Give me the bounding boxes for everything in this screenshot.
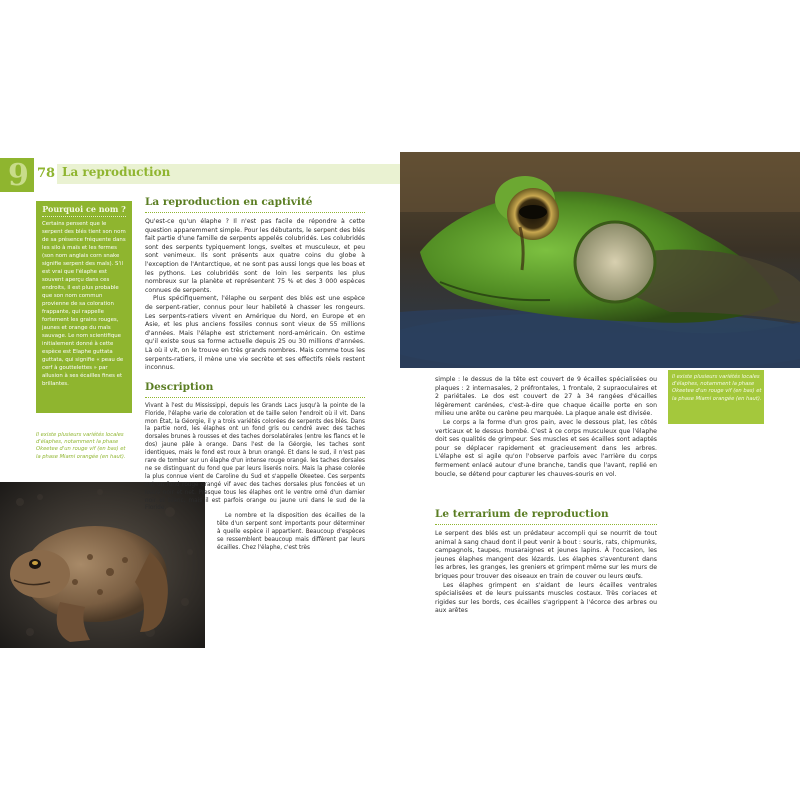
- caption-right-text: Il existe plusieurs variétés locales d'élaphes, notamment la phase Okeetee d'un rouge vif (en bas) et la phase Miami orangée (en haut).: [672, 374, 762, 402]
- section-heading-captivite: La reproduction en captivité: [145, 196, 313, 208]
- paragraph: Le corps a la forme d'un gros pain, avec le dessous plat, les côtés verticaux et le dessus bombé. C'est à ce corps musculeux que l'élaphe doit ses qualités de grimpeur. Ses muscles et ses écailles sont adaptés pour se déplacer rapidement et gracieusement dans les arbres. L'élaphe est si agile qu'on l'observe parfois avec l'arrière du corps fermement enlacé autour d'une branche, tandis que l'avant, replié en boucle, se détend pour capturer les chauves-souris en vol.: [435, 418, 657, 478]
- sidebar-divider: [42, 216, 126, 217]
- frog-photo: [400, 152, 800, 368]
- paragraph: Qu'est-ce qu'un élaphe ? Il n'est pas facile de répondre à cette question apparemment simple. Pour les débutants, le serpent des blés fait partie d'une famille de serpents appelés colubridés. Les colubridés sont des serpents typiquement longs, sveltes et musculeux, et peu sont venimeux. Ils sont présents aux quatre coins du globe à l'exception de l'Antarctique, et ne sont pas aussi longs que les boas et les pythons. Les colubridés sont de loin les serpents les plus nombreux sur la planète et représentent 75 % et des 3 000 espèces connues de serpents.: [145, 218, 365, 294]
- book-spread: [0, 152, 800, 648]
- heading-divider: [145, 212, 365, 213]
- chapter-title: La reproduction: [62, 165, 171, 179]
- sidebar-title: Pourquoi ce nom ?: [42, 204, 126, 214]
- section-heading-description: Description: [145, 380, 214, 393]
- left-page: [0, 152, 400, 648]
- paragraph: simple : le dessus de la tête est couvert de 9 écailles spécialisées ou plaques : 2 internasales, 2 préfrontales, 1 frontale, 2 supraoculaires et 2 pariétales. Le dos est couvert de 27 à 34 rangées d'écailles légèrement carénées, c'est-à-dire que chaque écaille porte en son milieu une arête ou carène peu marquée. La plaque anale est divisée.: [435, 376, 657, 418]
- caption-left-text: Il existe plusieurs variétés locales d'élaphes, notamment la phase Okeetee d'un rouge vif (en bas) et la phase Miami orangée (en haut).: [36, 432, 126, 460]
- chapter-number: 9: [8, 158, 29, 193]
- frog-image: [400, 152, 800, 368]
- paragraph: Le serpent des blés est un prédateur accompli qui se nourrit de tout animal à sang chaud dont il peut venir à bout : souris, rats, chipmunks, campagnols, taupes, musaraignes et jeunes lapins. À l'occasion, les jeunes élaphes mangent des lézards. Les élaphes s'aventurent dans les arbres, les granges, les greniers et grimpent même sur les murs de briques pour trouver des oiseaux en train de couver ou leurs œufs.: [435, 530, 657, 580]
- paragraph: Le nombre et la disposition des écailles de la tête d'un serpent sont importants pour déterminer à quelle espèce il appartient. Beaucoup d'espèces se ressemblent beaucoup mais diffèrent par leurs écailles. Chez l'élaphe, c'est très: [217, 513, 365, 551]
- paragraph: Plus spécifiquement, l'élaphe ou serpent des blés est une espèce de serpent-ratier, connus pour leur habileté à chasser les rongeurs. Les serpents-ratiers vivent en Amérique du Nord, en Europe et en Asie, et les plus anciens fossiles connus sont vieux de 55 millions d'années. Mais l'élaphe est strictement nord-américain. On estime qu'il existe sous sa forme actuelle depuis 25 ou 30 millions d'années. Là où il vit, on le trouve en très grands nombres. Mais comme tous les serpents-ratiers, il mène une vie secrète et ses effectifs réels restent inconnus.: [145, 295, 365, 372]
- heading-divider: [435, 524, 657, 525]
- right-text-column: [435, 376, 657, 479]
- paragraph: Les élaphes grimpent en s'aidant de leurs écailles ventrales spécialisées et de leurs puissants muscles costaux. Très coriaces et rigides sur les bords, ces écailles s'agrippent à l'écorce des arbres ou aux arêtes: [435, 581, 657, 615]
- page-number: 78: [37, 166, 56, 181]
- page-header: [0, 152, 400, 196]
- right-lower-column: [435, 508, 657, 616]
- sidebar-box: [36, 201, 132, 413]
- caption-right: [668, 370, 764, 424]
- heading-divider: [145, 397, 365, 398]
- sidebar-text: Certains pensent que le serpent des blés tient son nom de sa présence fréquente dans les silo à maïs et les fermes (son nom anglais corn snake signifie serpent des maïs). S'il est vrai que l'élaphe est souvent aperçu dans ces endroits, il est plus probable que son nom commun provienne de sa coloration frappante, qui rappelle fortement les grains rouges, jaunes et orange du maïs sauvage. Le nom scientifique initialement donné à cette espèce est Elaphe guttata guttata, qui signifie « peau de cerf à gouttelettes » par allusion à ses écailles fines et brillantes.: [42, 221, 126, 387]
- left-text-column: [145, 196, 365, 553]
- right-page: [400, 152, 800, 648]
- chapter-number-box: [0, 158, 34, 192]
- caption-left: [36, 432, 132, 480]
- paragraph: Vivant à l'est du Mississippi, depuis les Grands Lacs jusqu'à la pointe de la Floride, l'élaphe varie de coloration et de taille selon l'endroit où il vit. Dans mon État, la Géorgie, il y a trois variétés colorées de serpents des blés. Dans la partie nord, les élaphes ont un fond gris ou cendré avec des taches dorsales brunes à rousses et des taches dorsolatérales (entre les flancs et le dos) jaune pâle à orange. Dans l'est de la Géorgie, les taches sont identiques, mais le fond est roux à brun orangé. Et dans le sud, il n'est pas rare de tomber sur un élaphe d'un intense rouge orangé. les taches dorsales ne se distinguant du fond que par leurs liserés noirs. Mais la phase colorée la plus connue vient de Caroline du Sud et s'appelle Okeetee. Ces serpents ont un fond rouge orangé vif avec des taches dorsales plus foncées et un liseré noir et net. Presque tous les élaphes ont le ventre orné d'un damier noir et blanc, mais il est parfois orange ou jaune uni dans le sud de la Floride.: [145, 402, 365, 512]
- section-heading-terrarium: Le terrarium de reproduction: [435, 508, 609, 520]
